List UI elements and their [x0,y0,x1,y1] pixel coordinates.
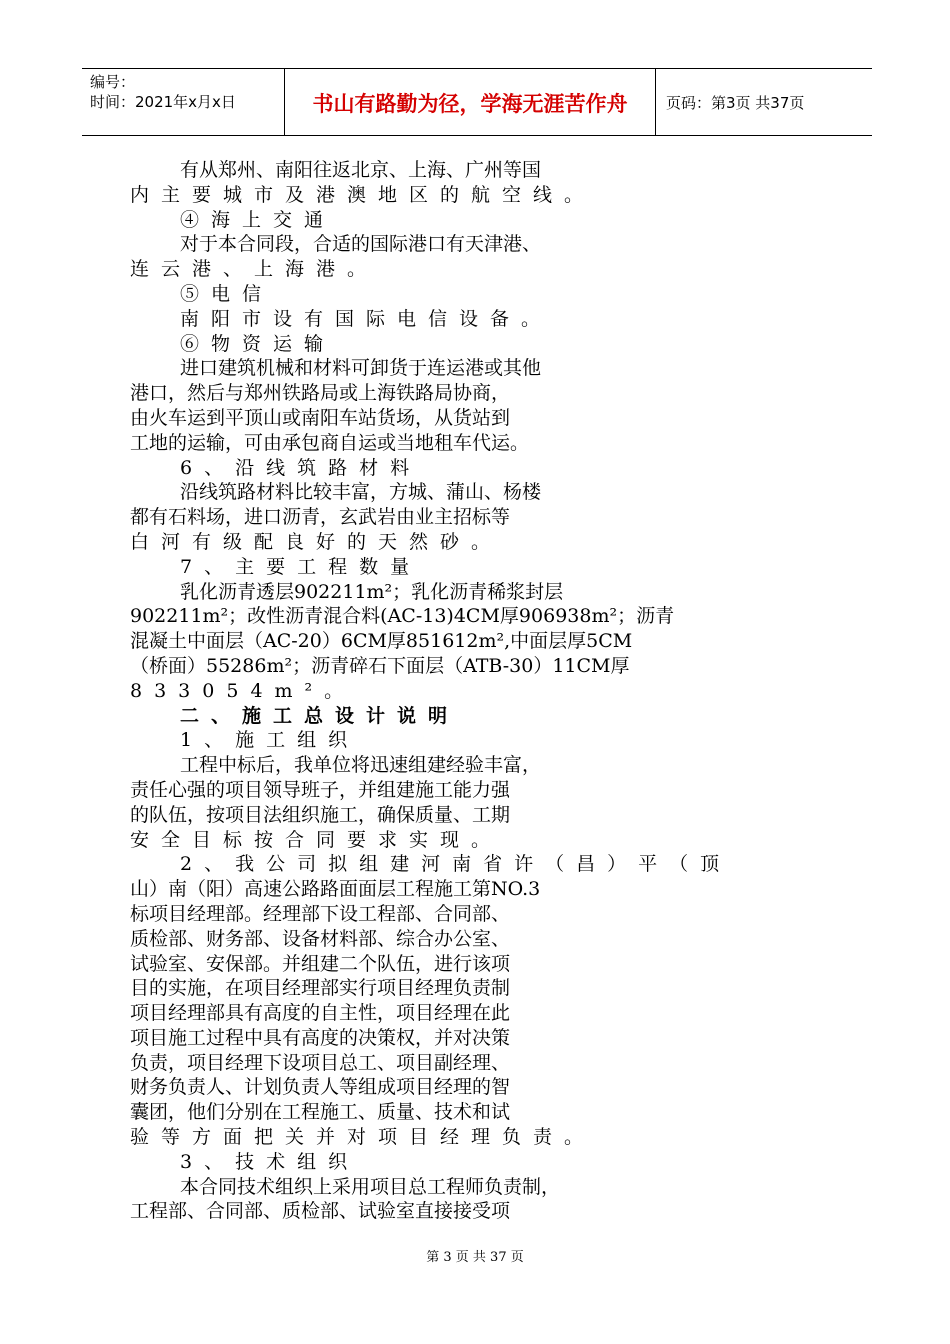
body-line: 验等方面把关并对项目经理负责。 [130,1126,596,1149]
body-line: 乳化沥青透层902211m²；乳化沥青稀浆封层 [180,580,564,603]
section-heading: ④海上交通 [180,208,336,231]
document-number-label: 编号： [90,73,136,91]
page-footer: 第 3 页 共 37 页 [426,1250,524,1265]
body-line: 负责，项目经理下设项目总工、项目副经理、 [130,1051,511,1074]
body-line: 目的实施，在项目经理部实行项目经理负责制 [130,977,511,1000]
body-line: （桥面）55286m²；沥青碎石下面层（ATB-30）11CM厚 [130,654,630,677]
body-line: 山）南（阳）高速公路路面面层工程施工第NO.3 [130,878,541,901]
section-heading: ⑤电信 [180,282,274,305]
body-line: 902211m²；改性沥青混合料(AC-13)4CM厚906938m²；沥青 [130,605,675,628]
body-line: 混凝土中面层（AC-20）6CM厚851612m²,中面层厚5CM [130,630,633,653]
body-line: 工程中标后，我单位将迅速组建经验丰富， [180,754,542,777]
body-line: 南阳市设有国际电信设备。 [180,307,553,330]
body-line: 对于本合同段，合适的国际港口有天津港、 [180,233,542,256]
section-heading: ⑥物资运输 [180,332,336,355]
header-page-label: 页码：第3页 共37页 [666,93,805,112]
body-line: 工程部、合同部、质检部、试验室直接接受项 [130,1200,511,1223]
body-line: 项目施工过程中具有高度的决策权，并对决策 [130,1026,511,1049]
page-header [82,68,872,136]
chapter-heading: 二、施工总设计说明 [180,704,460,727]
body-line: 工地的运输，可由承包商自运或当地租车代运。 [130,431,530,454]
body-line: 项目经理部具有高度的自主性，项目经理在此 [130,1002,511,1025]
section-heading: 2、我公司拟组建河南省许（昌）平（顶 [180,853,732,876]
document-time-label: 时间：2021年x月x日 [90,93,236,111]
body-line: 责任心强的项目领导班子，并组建施工能力强 [130,778,511,801]
section-heading: 6、沿线筑路材料 [180,456,422,479]
body-line: 833054m²。 [130,679,356,702]
body-line: 安全目标按合同要求实现。 [130,828,503,851]
body-line: 囊团，他们分别在工程施工、质量、技术和试 [130,1101,511,1124]
body-line: 内主要城市及港澳地区的航空线。 [130,183,596,206]
body-line: 标项目经理部。经理部下设工程部、合同部、 [130,902,511,925]
body-line: 的队伍，按项目法组织施工，确保质量、工期 [130,803,511,826]
section-heading: 1、施工组织 [180,729,360,752]
body-line: 由火车运到平顶山或南阳车站货场，从货站到 [130,406,511,429]
body-line: 连云港、上海港。 [130,258,379,281]
body-line: 试验室、安保部。并组建二个队伍，进行该项 [130,952,511,975]
document-body [130,158,812,1224]
section-heading: 3、技术组织 [180,1150,360,1173]
body-line: 白河有级配良好的天然砂。 [130,530,503,553]
body-line: 港口，然后与郑州铁路局或上海铁路局协商， [130,382,511,405]
body-line: 有从郑州、南阳往返北京、上海、广州等国 [180,159,542,181]
body-line: 都有石料场，进口沥青，玄武岩由业主招标等 [130,506,511,529]
body-line: 进口建筑机械和材料可卸货于连运港或其他 [180,357,542,380]
header-motto: 书山有路勤为径，学海无涯苦作舟 [284,69,656,135]
body-line: 财务负责人、计划负责人等组成项目经理的智 [130,1076,511,1099]
header-meta [82,69,284,135]
section-heading: 7、主要工程数量 [180,555,422,578]
body-line: 沿线筑路材料比较丰富，方城、蒲山、杨楼 [180,481,542,504]
body-line: 本合同技术组织上采用项目总工程师负责制， [180,1175,561,1198]
body-line: 质检部、财务部、设备材料部、综合办公室、 [130,927,511,950]
